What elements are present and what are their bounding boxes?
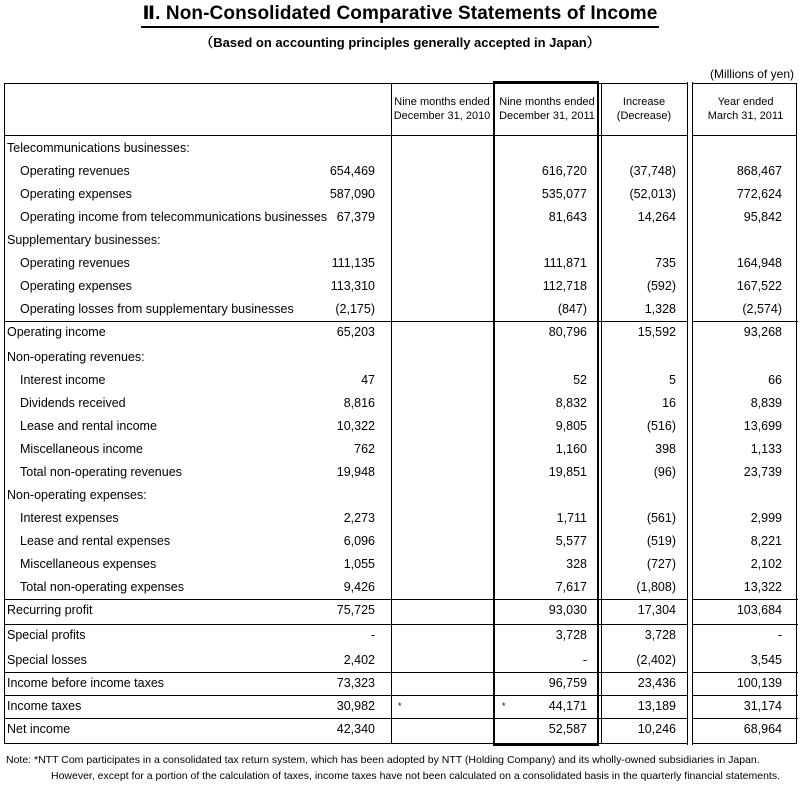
table-row [5, 298, 798, 321]
cell-value: 19,851 [548, 465, 587, 479]
cell-value: 75,725 [336, 603, 375, 617]
cell-value: 6,096 [343, 534, 375, 548]
header-divider [5, 135, 796, 136]
cell-value: 113,310 [330, 279, 375, 293]
cell-value: 587,090 [329, 187, 375, 201]
cell-value: 30,982 [336, 699, 375, 713]
cell-value: 10,246 [637, 722, 676, 736]
column-header-prior-period: Nine months ended December 31, 2010 [393, 95, 491, 122]
row-label: Miscellaneous expenses [20, 557, 157, 571]
table-row [5, 392, 798, 415]
cell-value: 13,189 [637, 699, 676, 713]
cell-value: 1,055 [343, 557, 375, 571]
cell-value: 5 [669, 373, 676, 387]
cell-value: 93,030 [548, 603, 587, 617]
cell-value: 10,322 [336, 419, 375, 433]
cell-value: 52 [573, 373, 587, 387]
footnote-marker: * [502, 701, 506, 711]
cell-value: (2,402) [636, 653, 676, 667]
cell-value: 1,328 [644, 302, 676, 316]
cell-value: (96) [653, 465, 676, 479]
cell-value: 73,323 [336, 676, 375, 690]
cell-value: 3,728 [644, 628, 676, 642]
row-label: Net income [7, 722, 71, 736]
row-label: Operating revenues [20, 164, 130, 178]
cell-value: 95,842 [743, 210, 782, 224]
footnote-marker: * [398, 701, 402, 711]
cell-value: 2,102 [750, 557, 782, 571]
cell-value: 9,426 [343, 580, 375, 594]
cell-value: (516) [646, 419, 676, 433]
cell-value: 42,340 [336, 722, 375, 736]
cell-value: (847) [557, 302, 587, 316]
cell-value: (727) [646, 557, 676, 571]
cell-value: 100,139 [736, 676, 782, 690]
cell-value: 23,436 [637, 676, 676, 690]
cell-value: 1,133 [750, 442, 782, 456]
cell-value: (519) [646, 534, 676, 548]
row-label: Non-operating revenues: [7, 350, 145, 364]
row-label: Recurring profit [7, 603, 93, 617]
table-row [5, 321, 798, 344]
row-label: Operating revenues [20, 256, 130, 270]
row-label: Operating income from telecommunications businesses [20, 210, 328, 224]
cell-value: 17,304 [637, 603, 676, 617]
cell-value: 654,469 [329, 164, 375, 178]
cell-value: 2,999 [750, 511, 782, 525]
column-header-current-period: Nine months ended December 31, 2011 [499, 95, 595, 122]
row-label: Operating expenses [20, 279, 132, 293]
cell-value: 762 [354, 442, 375, 456]
cell-value: 52,587 [548, 722, 587, 736]
cell-value: (561) [646, 511, 676, 525]
row-label: Income taxes [7, 699, 82, 713]
cell-value: 8,221 [750, 534, 782, 548]
cell-value: 868,467 [736, 164, 782, 178]
cell-value: (52,013) [629, 187, 676, 201]
row-label: Special profits [7, 628, 86, 642]
table-row [5, 415, 798, 438]
cell-value: 9,805 [555, 419, 587, 433]
cell-value: (37,748) [629, 164, 676, 178]
cell-value: 8,816 [343, 396, 375, 410]
cell-value: 3,545 [750, 653, 782, 667]
cell-value: 328 [566, 557, 587, 571]
cell-value: 167,522 [736, 279, 782, 293]
cell-value: (2,574) [742, 302, 782, 316]
cell-value: 67,379 [336, 210, 375, 224]
row-label: Operating income [7, 325, 106, 339]
table-row [5, 275, 798, 298]
cell-value: - [370, 628, 375, 642]
table-row [5, 252, 798, 275]
column-header-full-year: Year ended March 31, 2011 [707, 95, 784, 122]
row-label: Telecommunications businesses: [7, 141, 190, 155]
table-row [5, 507, 798, 530]
cell-value: 23,739 [743, 465, 782, 479]
cell-value: 2,402 [343, 653, 375, 667]
cell-value: 772,624 [736, 187, 782, 201]
cell-value: 103,684 [736, 603, 782, 617]
table-row [5, 553, 798, 576]
cell-value: 13,699 [743, 419, 782, 433]
table-row [5, 229, 798, 252]
table-row [5, 183, 798, 206]
row-label: Non-operating expenses: [7, 488, 147, 502]
row-label: Total non-operating expenses [20, 580, 185, 594]
income-statement-table [4, 83, 797, 744]
table-row [5, 576, 798, 599]
column-header-change: Increase (Decrease) [616, 95, 672, 122]
cell-value: 14,264 [637, 210, 676, 224]
table-row [5, 695, 798, 718]
cell-value: 19,948 [336, 465, 375, 479]
row-label: Operating losses from supplementary businesses [20, 302, 294, 316]
cell-value: 735 [655, 256, 676, 270]
row-label: Special losses [7, 653, 87, 667]
cell-value: 16 [662, 396, 676, 410]
table-row [5, 438, 798, 461]
cell-value: 3,728 [555, 628, 587, 642]
cell-value: 96,759 [548, 676, 587, 690]
cell-value: 31,174 [743, 699, 782, 713]
cell-value: 112,718 [542, 279, 587, 293]
cell-value: 66 [768, 373, 782, 387]
footnote: Note: *NTT Com participates in a consolidated tax return system, which has been adopted by NTT (Holding Company) and its wholly-owned subsidiaries in Japan. However, except for a portion of the calculation of taxes, income taxes have not been calculated on a consolidated basis in the quarterly financial statements. [6, 754, 781, 782]
cell-value: 1,160 [555, 442, 587, 456]
table-row [5, 346, 798, 369]
row-label: Total non-operating revenues [20, 465, 182, 479]
table-row [5, 484, 798, 507]
cell-value: 535,077 [541, 187, 587, 201]
table-row [5, 461, 798, 484]
table-row [5, 599, 798, 622]
row-label: Operating expenses [20, 187, 132, 201]
cell-value: 44,171 [548, 699, 587, 713]
cell-value: 68,964 [743, 722, 782, 736]
page-subtitle: （Based on accounting principles generally accepted in Japan） [200, 35, 600, 50]
table-row [5, 649, 798, 672]
row-label: Dividends received [20, 396, 126, 410]
page-title: Ⅱ. Non-Consolidated Comparative Statements of Income [0, 3, 800, 28]
cell-value: 1,711 [556, 511, 587, 525]
cell-value: - [777, 628, 782, 642]
table-row [5, 369, 798, 392]
row-label: Lease and rental income [20, 419, 157, 433]
column-gap [687, 82, 693, 745]
row-label: Interest expenses [20, 511, 119, 525]
table-grid [4, 83, 797, 744]
cell-value: - [582, 653, 587, 667]
row-label: Interest income [20, 373, 106, 387]
row-label: Miscellaneous income [20, 442, 143, 456]
row-label: Income before income taxes [7, 676, 165, 690]
cell-value: 81,643 [548, 210, 587, 224]
table-row [5, 206, 798, 229]
row-label: Lease and rental expenses [20, 534, 171, 548]
units-label: (Millions of yen) [709, 67, 794, 81]
cell-value: (1,808) [636, 580, 676, 594]
cell-value: 8,832 [555, 396, 587, 410]
cell-value: 111,135 [331, 256, 375, 270]
cell-value: 111,871 [543, 256, 587, 270]
table-row [5, 530, 798, 553]
cell-value: 47 [361, 373, 375, 387]
cell-value: (592) [646, 279, 676, 293]
cell-value: 616,720 [541, 164, 587, 178]
cell-value: (2,175) [335, 302, 375, 316]
table-row [5, 624, 798, 647]
cell-value: 93,268 [743, 325, 782, 339]
table-row [5, 718, 798, 741]
cell-value: 65,203 [336, 325, 375, 339]
table-row [5, 160, 798, 183]
cell-value: 398 [655, 442, 676, 456]
cell-value: 2,273 [343, 511, 375, 525]
cell-value: 7,617 [555, 580, 587, 594]
cell-value: 13,322 [743, 580, 782, 594]
row-label: Supplementary businesses: [7, 233, 161, 247]
table-row [5, 672, 798, 695]
table-row [5, 137, 798, 160]
cell-value: 5,577 [555, 534, 587, 548]
cell-value: 15,592 [637, 325, 676, 339]
cell-value: 8,839 [750, 396, 782, 410]
cell-value: 164,948 [736, 256, 782, 270]
cell-value: 80,796 [548, 325, 587, 339]
